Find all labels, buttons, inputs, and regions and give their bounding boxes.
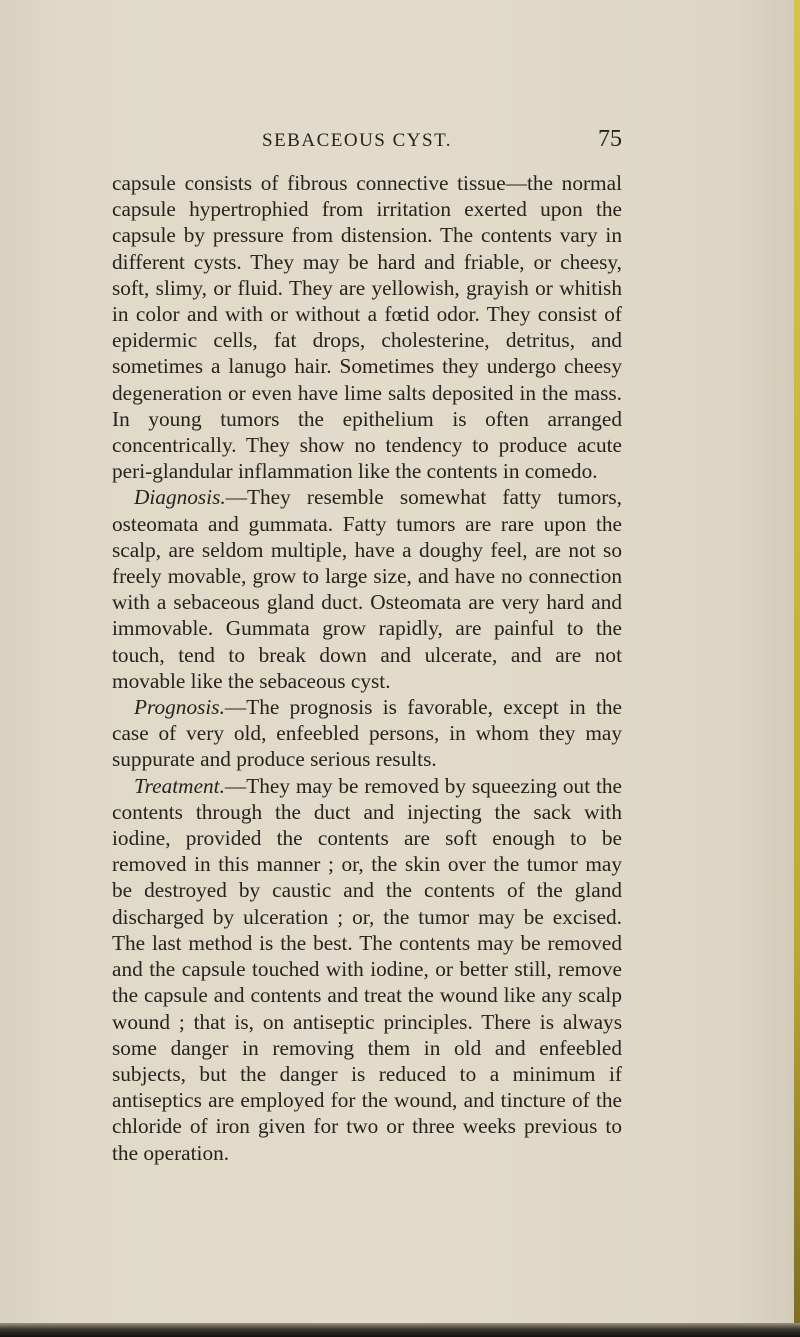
paragraph-text: —The prognosis is favorable, except in the case of very old, enfeebled persons, in whom they may suppurate and produce serious results. (112, 695, 622, 772)
section-heading-diagnosis: Diagnosis. (134, 485, 226, 510)
paragraph-prognosis (112, 694, 622, 773)
section-heading-prognosis: Prognosis. (134, 695, 225, 720)
paragraph-diagnosis (112, 484, 622, 694)
paragraph-text: capsule consists of fibrous connective tissue—the normal capsule hypertrophied from irritation exerted upon the capsule by pressure from distension. The contents vary in different cysts. They may be hard and friable, or cheesy, soft, slimy, or fluid. They are yellowish, grayish or whitish in color and with or without a fœtid odor. They consist of epidermic cells, fat drops, cholesterine, detritus, and sometimes a lanugo hair. Sometimes they undergo cheesy degeneration or even have lime salts deposited in the mass. In young tumors the epithelium is often arranged concentrically. They show no tendency to produce acute peri-glandular inflammation like the contents in comedo. (112, 171, 622, 484)
body-text (112, 170, 622, 1166)
paragraph-capsule (112, 170, 622, 484)
paragraph-text: —They resemble somewhat fatty tumors, osteomata and gummata. Fatty tumors are rare upon the scalp, are seldom multiple, have a doughy feel, are not so freely movable, grow to large size, and have no connection with a sebaceous gland duct. Osteomata are very hard and immovable. Gummata grow rapidly, are painful to the touch, tend to break down and ulcerate, and are not movable like the sebaceous cyst. (112, 485, 622, 693)
page-edge-right (794, 0, 800, 1337)
running-title: SEBACEOUS CYST. (262, 130, 453, 151)
page-edge-bottom (0, 1323, 800, 1337)
paragraph-treatment (112, 773, 622, 1166)
page-number: 75 (598, 126, 622, 152)
section-heading-treatment: Treatment. (134, 773, 225, 798)
paragraph-text: —They may be removed by squeezing out the contents through the duct and injecting the sack with iodine, provided the contents are soft enough to be removed in this manner ; or, the skin over the tumor may be destroyed by caustic and the contents of the gland discharged by ulceration ; or, the tumor may be excised. The last method is the best. The contents may be removed and the capsule touched with iodine, or better still, remove the capsule and contents and treat the wound like any scalp wound ; that is, on antiseptic principles. There is always some danger in removing them in old and enfeebled subjects, but the danger is reduced to a minimum if antiseptics are employed for the wound, and tincture of the chloride of iron given for two or three weeks previous to the operation. (112, 773, 622, 1165)
running-head (0, 128, 800, 158)
